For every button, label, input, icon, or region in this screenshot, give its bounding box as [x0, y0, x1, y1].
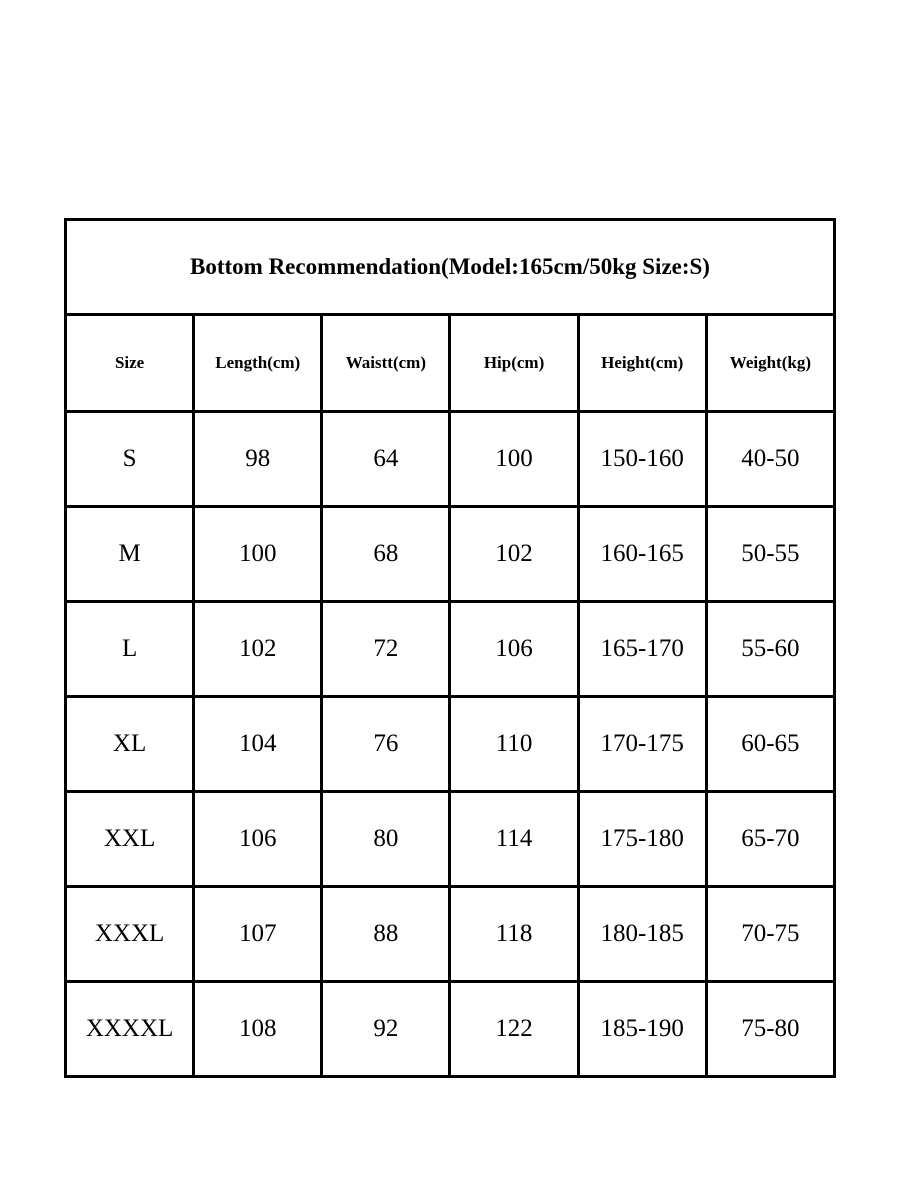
height-cell: 160-165: [578, 507, 706, 602]
size-cell: M: [66, 507, 194, 602]
title-row: [66, 220, 835, 315]
length-cell: 102: [194, 602, 322, 697]
hip-cell: 118: [450, 887, 578, 982]
table-row: [66, 792, 835, 887]
height-cell: 150-160: [578, 412, 706, 507]
weight-cell: 40-50: [706, 412, 834, 507]
table-row: [66, 412, 835, 507]
header-row: [66, 315, 835, 412]
hip-cell: 106: [450, 602, 578, 697]
length-cell: 98: [194, 412, 322, 507]
waist-cell: 88: [322, 887, 450, 982]
weight-cell: 65-70: [706, 792, 834, 887]
length-cell: 106: [194, 792, 322, 887]
size-cell: L: [66, 602, 194, 697]
size-cell: S: [66, 412, 194, 507]
table-row: [66, 507, 835, 602]
weight-cell: 50-55: [706, 507, 834, 602]
height-cell: 170-175: [578, 697, 706, 792]
table-row: [66, 602, 835, 697]
length-cell: 107: [194, 887, 322, 982]
weight-cell: 75-80: [706, 982, 834, 1077]
table-title: Bottom Recommendation(Model:165cm/50kg Size:S): [66, 220, 835, 315]
header-length: Length(cm): [194, 315, 322, 412]
height-cell: 165-170: [578, 602, 706, 697]
waist-cell: 68: [322, 507, 450, 602]
hip-cell: 100: [450, 412, 578, 507]
weight-cell: 70-75: [706, 887, 834, 982]
hip-cell: 102: [450, 507, 578, 602]
header-waist: Waistt(cm): [322, 315, 450, 412]
waist-cell: 72: [322, 602, 450, 697]
waist-cell: 76: [322, 697, 450, 792]
height-cell: 175-180: [578, 792, 706, 887]
weight-cell: 60-65: [706, 697, 834, 792]
size-cell: XL: [66, 697, 194, 792]
header-height: Height(cm): [578, 315, 706, 412]
header-size: Size: [66, 315, 194, 412]
hip-cell: 110: [450, 697, 578, 792]
length-cell: 100: [194, 507, 322, 602]
waist-cell: 64: [322, 412, 450, 507]
size-cell: XXXXL: [66, 982, 194, 1077]
table-row: [66, 982, 835, 1077]
header-hip: Hip(cm): [450, 315, 578, 412]
length-cell: 108: [194, 982, 322, 1077]
table-row: [66, 887, 835, 982]
header-weight: Weight(kg): [706, 315, 834, 412]
hip-cell: 114: [450, 792, 578, 887]
weight-cell: 55-60: [706, 602, 834, 697]
waist-cell: 92: [322, 982, 450, 1077]
waist-cell: 80: [322, 792, 450, 887]
size-chart-table: [64, 218, 836, 1078]
height-cell: 185-190: [578, 982, 706, 1077]
table-row: [66, 697, 835, 792]
height-cell: 180-185: [578, 887, 706, 982]
size-cell: XXXL: [66, 887, 194, 982]
size-cell: XXL: [66, 792, 194, 887]
length-cell: 104: [194, 697, 322, 792]
hip-cell: 122: [450, 982, 578, 1077]
